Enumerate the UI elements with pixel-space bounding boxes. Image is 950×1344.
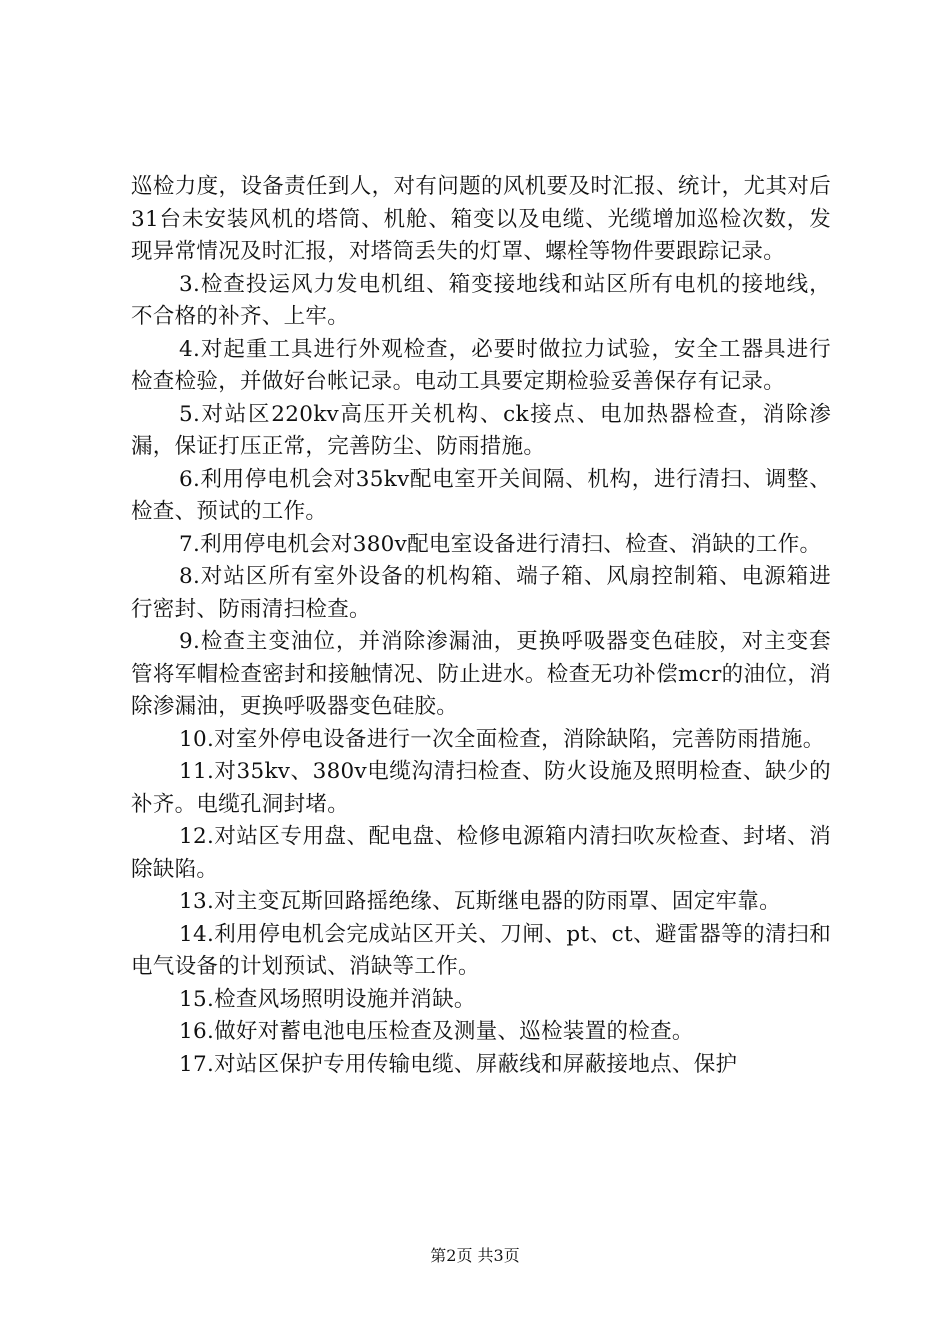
paragraph-item-15: 15.检查风场照明设施并消缺。 <box>179 986 476 1012</box>
paragraph-item-14: 14.利用停电机会完成站区开关、刀闸、pt、ct、避雷器等的清扫和电气设备的计划预试、消缺等工作。 <box>131 921 831 979</box>
paragraph-item-13: 13.对主变瓦斯回路摇绝缘、瓦斯继电器的防雨罩、固定牢靠。 <box>179 889 781 914</box>
paragraph-item-16: 16.做好对蓄电池电压检查及测量、巡检装置的检查。 <box>179 1019 694 1044</box>
paragraph-continuation: 巡检力度，设备责任到人，对有问题的风机要及时汇报、统计，尤其对后31台未安装风机的塔筒、机舱、箱变以及电缆、光缆增加巡检次数，发现异常情况及时汇报，对塔筒丢失的灯罩、螺栓等物件要跟踪记录。 <box>131 174 831 264</box>
paragraph-item-6: 6.利用停电机会对35kv配电室开关间隔、机构，进行清扫、调整、检查、预试的工作。 <box>131 466 831 524</box>
paragraph-item-7: 7.利用停电机会对380v配电室设备进行清扫、检查、消缺的工作。 <box>179 531 822 557</box>
paragraph-item-10: 10.对室外停电设备进行一次全面检查，消除缺陷，完善防雨措施。 <box>179 726 825 752</box>
paragraph-item-8: 8.对站区所有室外设备的机构箱、端子箱、风扇控制箱、电源箱进行密封、防雨清扫检查。 <box>131 564 831 622</box>
paragraph-item-17: 17.对站区保护专用传输电缆、屏蔽线和屏蔽接地点、保护 <box>179 1051 738 1077</box>
page-footer: 第2页 共3页 <box>430 1246 520 1265</box>
paragraph-item-11: 11.对35kv、380v电缆沟清扫检查、防火设施及照明检查、缺少的补齐。电缆孔洞封堵。 <box>131 759 831 817</box>
paragraph-item-5: 5.对站区220kv高压开关机构、ck接点、电加热器检查，消除渗漏，保证打压正常，完善防尘、防雨措施。 <box>131 401 831 459</box>
body-text <box>131 171 831 1081</box>
paragraph-item-3: 3.检查投运风力发电机组、箱变接地线和站区所有电机的接地线，不合格的补齐、上牢。 <box>131 271 831 329</box>
paragraph-item-9: 9.检查主变油位，并消除渗漏油，更换呼吸器变色硅胶，对主变套管将军帽检查密封和接触情况、防止进水。检查无功补偿mcr的油位，消除渗漏油，更换呼吸器变色硅胶。 <box>131 629 831 719</box>
paragraph-item-4: 4.对起重工具进行外观检查，必要时做拉力试验，安全工器具进行检查检验，并做好台帐记录。电动工具要定期检验妥善保存有记录。 <box>131 336 831 394</box>
paragraph-item-12: 12.对站区专用盘、配电盘、检修电源箱内清扫吹灰检查、封堵、消除缺陷。 <box>131 824 831 882</box>
